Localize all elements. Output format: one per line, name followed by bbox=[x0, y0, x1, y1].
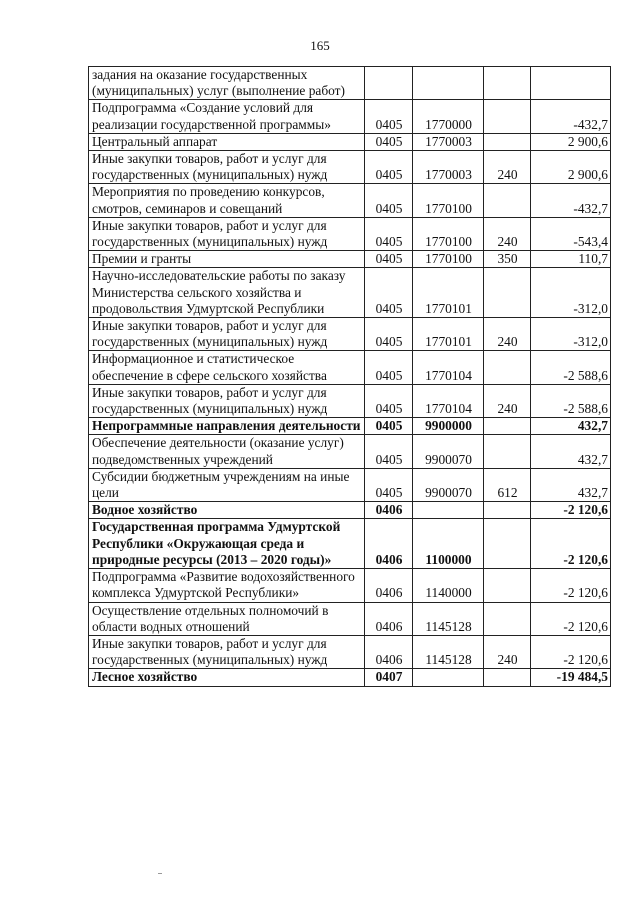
table-row bbox=[89, 569, 611, 602]
table-row bbox=[89, 635, 611, 668]
row-target-cell bbox=[413, 669, 484, 686]
row-target-cell bbox=[413, 67, 484, 100]
row-sum-cell: -2 588,6 bbox=[531, 351, 611, 384]
row-sum-cell: -2 120,6 bbox=[531, 635, 611, 668]
row-target-cell: 9900000 bbox=[413, 418, 484, 435]
row-sum-cell: 2 900,6 bbox=[531, 133, 611, 150]
table-row bbox=[89, 133, 611, 150]
row-target-cell: 1770101 bbox=[413, 318, 484, 351]
table-row bbox=[89, 468, 611, 501]
row-name-cell: задания на оказание государственных (муниципальных) услуг (выполнение работ) bbox=[89, 67, 365, 100]
row-section-cell: 0406 bbox=[365, 569, 413, 602]
row-section-cell: 0405 bbox=[365, 384, 413, 417]
table-row bbox=[89, 418, 611, 435]
row-name-cell: Иные закупки товаров, работ и услуг для государственных (муниципальных) нужд bbox=[89, 318, 365, 351]
row-type-cell bbox=[484, 133, 531, 150]
scan-mark bbox=[158, 873, 162, 874]
row-type-cell bbox=[484, 669, 531, 686]
table-row bbox=[89, 67, 611, 100]
row-sum-cell: -543,4 bbox=[531, 217, 611, 250]
table-row bbox=[89, 184, 611, 217]
row-target-cell: 9900070 bbox=[413, 435, 484, 468]
row-target-cell: 1145128 bbox=[413, 635, 484, 668]
row-section-cell: 0406 bbox=[365, 519, 413, 569]
row-section-cell: 0405 bbox=[365, 435, 413, 468]
row-name-cell: Информационное и статистическое обеспечение в сфере сельского хозяйства bbox=[89, 351, 365, 384]
row-name-cell: Водное хозяйство bbox=[89, 502, 365, 519]
row-section-cell: 0406 bbox=[365, 602, 413, 635]
row-name-cell: Мероприятия по проведению конкурсов, смотров, семинаров и совещаний bbox=[89, 184, 365, 217]
row-sum-cell: -2 120,6 bbox=[531, 519, 611, 569]
row-section-cell: 0405 bbox=[365, 184, 413, 217]
row-target-cell: 9900070 bbox=[413, 468, 484, 501]
row-sum-cell bbox=[531, 67, 611, 100]
table-row bbox=[89, 100, 611, 133]
row-type-cell: 240 bbox=[484, 384, 531, 417]
row-sum-cell: -312,0 bbox=[531, 318, 611, 351]
row-type-cell: 240 bbox=[484, 318, 531, 351]
row-name-cell: Субсидии бюджетным учреждениям на иные цели bbox=[89, 468, 365, 501]
row-name-cell: Иные закупки товаров, работ и услуг для государственных (муниципальных) нужд bbox=[89, 384, 365, 417]
row-type-cell bbox=[484, 435, 531, 468]
row-target-cell: 1770003 bbox=[413, 133, 484, 150]
table-row bbox=[89, 268, 611, 318]
row-type-cell: 240 bbox=[484, 635, 531, 668]
row-type-cell: 240 bbox=[484, 217, 531, 250]
row-name-cell: Центральный аппарат bbox=[89, 133, 365, 150]
row-sum-cell: -2 120,6 bbox=[531, 602, 611, 635]
row-section-cell: 0405 bbox=[365, 133, 413, 150]
row-sum-cell: 110,7 bbox=[531, 251, 611, 268]
row-section-cell: 0406 bbox=[365, 502, 413, 519]
row-name-cell: Иные закупки товаров, работ и услуг для государственных (муниципальных) нужд bbox=[89, 635, 365, 668]
row-sum-cell: 432,7 bbox=[531, 468, 611, 501]
row-section-cell: 0407 bbox=[365, 669, 413, 686]
row-section-cell: 0405 bbox=[365, 217, 413, 250]
table-row bbox=[89, 151, 611, 184]
row-sum-cell: 432,7 bbox=[531, 435, 611, 468]
row-name-cell: Осуществление отдельных полномочий в области водных отношений bbox=[89, 602, 365, 635]
table-row bbox=[89, 351, 611, 384]
row-sum-cell: -2 588,6 bbox=[531, 384, 611, 417]
row-sum-cell: 432,7 bbox=[531, 418, 611, 435]
row-name-cell: Обеспечение деятельности (оказание услуг) подведомственных учреждений bbox=[89, 435, 365, 468]
row-target-cell: 1145128 bbox=[413, 602, 484, 635]
table-row bbox=[89, 435, 611, 468]
row-section-cell bbox=[365, 67, 413, 100]
row-section-cell: 0405 bbox=[365, 151, 413, 184]
row-sum-cell: -2 120,6 bbox=[531, 502, 611, 519]
table-row bbox=[89, 502, 611, 519]
row-name-cell: Премии и гранты bbox=[89, 251, 365, 268]
row-target-cell: 1770100 bbox=[413, 251, 484, 268]
row-type-cell bbox=[484, 268, 531, 318]
row-target-cell: 1770104 bbox=[413, 384, 484, 417]
row-section-cell: 0405 bbox=[365, 251, 413, 268]
row-name-cell: Научно-исследовательские работы по заказу Министерства сельского хозяйства и продовольствия Удмуртской Республики bbox=[89, 268, 365, 318]
row-target-cell: 1770101 bbox=[413, 268, 484, 318]
row-sum-cell: -2 120,6 bbox=[531, 569, 611, 602]
row-type-cell bbox=[484, 502, 531, 519]
row-section-cell: 0406 bbox=[365, 635, 413, 668]
row-sum-cell: 2 900,6 bbox=[531, 151, 611, 184]
table-row bbox=[89, 251, 611, 268]
row-section-cell: 0405 bbox=[365, 468, 413, 501]
row-target-cell: 1770100 bbox=[413, 217, 484, 250]
row-target-cell: 1770100 bbox=[413, 184, 484, 217]
row-sum-cell: -432,7 bbox=[531, 184, 611, 217]
table-row bbox=[89, 602, 611, 635]
row-name-cell: Лесное хозяйство bbox=[89, 669, 365, 686]
budget-table bbox=[88, 66, 611, 687]
row-target-cell: 1770000 bbox=[413, 100, 484, 133]
row-type-cell: 612 bbox=[484, 468, 531, 501]
row-name-cell: Иные закупки товаров, работ и услуг для государственных (муниципальных) нужд bbox=[89, 217, 365, 250]
row-sum-cell: -312,0 bbox=[531, 268, 611, 318]
row-target-cell: 1140000 bbox=[413, 569, 484, 602]
row-section-cell: 0405 bbox=[365, 318, 413, 351]
row-section-cell: 0405 bbox=[365, 351, 413, 384]
budget-table-body bbox=[89, 67, 611, 687]
row-sum-cell: -19 484,5 bbox=[531, 669, 611, 686]
row-type-cell: 350 bbox=[484, 251, 531, 268]
table-row bbox=[89, 217, 611, 250]
row-target-cell: 1770003 bbox=[413, 151, 484, 184]
row-type-cell bbox=[484, 519, 531, 569]
row-type-cell bbox=[484, 100, 531, 133]
row-target-cell bbox=[413, 502, 484, 519]
row-type-cell: 240 bbox=[484, 151, 531, 184]
row-target-cell: 1770104 bbox=[413, 351, 484, 384]
row-name-cell: Непрограммные направления деятельности bbox=[89, 418, 365, 435]
row-type-cell bbox=[484, 184, 531, 217]
row-type-cell bbox=[484, 569, 531, 602]
row-name-cell: Подпрограмма «Создание условий для реализации государственной программы» bbox=[89, 100, 365, 133]
row-target-cell: 1100000 bbox=[413, 519, 484, 569]
row-section-cell: 0405 bbox=[365, 418, 413, 435]
page-number: 165 bbox=[310, 38, 330, 53]
row-type-cell bbox=[484, 602, 531, 635]
row-type-cell bbox=[484, 351, 531, 384]
row-name-cell: Иные закупки товаров, работ и услуг для государственных (муниципальных) нужд bbox=[89, 151, 365, 184]
row-section-cell: 0405 bbox=[365, 100, 413, 133]
table-row bbox=[89, 384, 611, 417]
row-section-cell: 0405 bbox=[365, 268, 413, 318]
row-name-cell: Подпрограмма «Развитие водохозяйственного комплекса Удмуртской Республики» bbox=[89, 569, 365, 602]
row-type-cell bbox=[484, 418, 531, 435]
row-name-cell: Государственная программа Удмуртской Республики «Окружающая среда и природные ресурсы (2013 – 2020 годы)» bbox=[89, 519, 365, 569]
row-type-cell bbox=[484, 67, 531, 100]
table-row bbox=[89, 318, 611, 351]
row-sum-cell: -432,7 bbox=[531, 100, 611, 133]
table-row bbox=[89, 519, 611, 569]
table-row bbox=[89, 669, 611, 686]
